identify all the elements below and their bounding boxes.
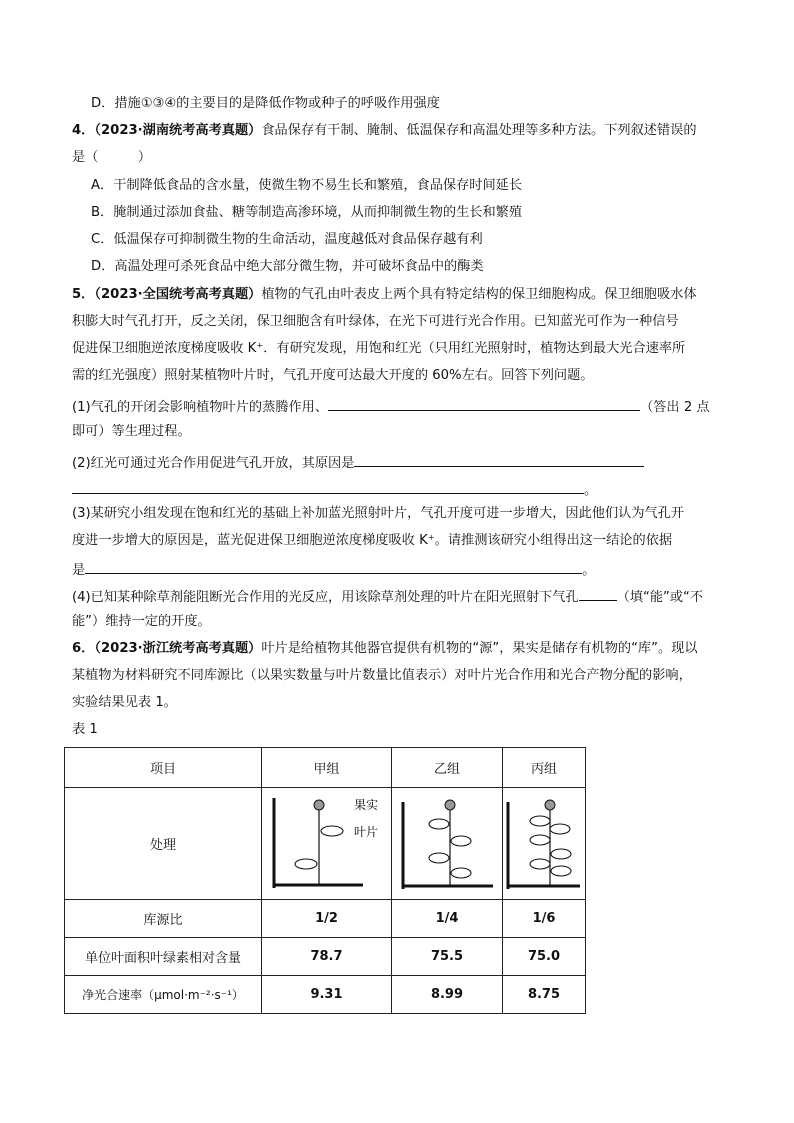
q4-option-b: B．腌制通过添加食盐、糖等制造高渗环境，从而抑制微生物的生长和繁殖: [91, 205, 523, 220]
q5-sub3-text: 是: [72, 563, 86, 578]
q5-line-4: 需的红光强度）照射某植物叶片时，气孔开度可达最大开度的 60%左右。回答下列问题。: [72, 368, 594, 383]
q5-sub4-line-1: [72, 586, 703, 607]
table-cell: 1/4: [392, 900, 503, 938]
q5-line-1: [72, 286, 697, 304]
q5-sub1-answer-blank[interactable]: [328, 396, 640, 411]
leaf-icon: [530, 859, 550, 869]
plant-diagram-a: [265, 794, 389, 894]
leaf-icon: [295, 859, 317, 869]
header-group-b: 乙组: [392, 748, 503, 788]
q5-number: 5．: [72, 287, 95, 302]
q5-sub4-text: (4)已知某种除草剂能阻断光合作用的光反应，用该除草剂处理的叶片在阳光照射下气孔: [72, 590, 579, 605]
plant-diagram-b: [395, 794, 499, 894]
leaf-icon: [551, 866, 571, 876]
table-cell: 8.99: [392, 976, 503, 1014]
row-label-net-photosynthesis: 净光合速率（μmol·m⁻²·s⁻¹）: [65, 976, 262, 1014]
legend-leaf-label: 叶片: [353, 824, 378, 839]
fruit-icon: [445, 800, 455, 810]
plant-diagram-c: [504, 794, 584, 894]
leaf-icon: [551, 849, 571, 859]
q5-sub2-text: (2)红光可通过光合作用促进气孔开放，其原因是: [72, 456, 355, 471]
q6-number: 6．: [72, 641, 95, 656]
q4-option-a: A．干制降低食品的含水量，使微生物不易生长和繁殖，食品保存时间延长: [91, 178, 523, 193]
q5-line-3: 促进保卫细胞逆浓度梯度吸收 K⁺．有研究发现，用饱和红光（只用红光照射时，植物达到最大光合速率所: [72, 341, 686, 356]
q5-sub1-line-2: 即可）等生理过程。: [72, 424, 191, 439]
row-label-sink-source-ratio: 库源比: [65, 900, 262, 938]
table-cell: 78.7: [262, 938, 392, 976]
q6-line-2: 某植物为材料研究不同库源比（以果实数量与叶片数量比值表示）对叶片光合作用和光合产物分配的影响，: [72, 668, 692, 683]
q5-sub1-line-1: [72, 396, 710, 417]
q5-sub1-hint: （答出 2 点: [640, 400, 710, 415]
table-row: [65, 938, 586, 976]
option-d-previous: D．措施①③④的主要目的是降低作物或种子的呼吸作用强度: [91, 96, 440, 111]
treatment-label: 处理: [65, 788, 262, 900]
q5-sub3-line-1: (3)某研究小组发现在饱和红光的基础上补加蓝光照射叶片，气孔开度可进一步增大，因此他们认为气孔开: [72, 506, 685, 521]
q6-source: （2023·浙江统考高考真题）: [94, 641, 262, 656]
treatment-diagram-c-cell: [503, 788, 586, 900]
q5-sub4-line-2: 能”）维持一定的开度。: [72, 614, 211, 629]
table-row: [65, 976, 586, 1014]
leaf-icon: [530, 816, 550, 826]
q4-option-c: C．低温保存可抑制微生物的生命活动，温度越低对食品保存越有利: [91, 232, 483, 247]
table-caption: 表 1: [72, 722, 98, 737]
q5-sub4-answer-blank[interactable]: [579, 586, 617, 601]
q5-sub2-answer-blank-1[interactable]: [354, 452, 644, 467]
results-table: [64, 747, 586, 1014]
row-label-chlorophyll: 单位叶面积叶绿素相对含量: [65, 938, 262, 976]
q6-line-3: 实验结果见表 1。: [72, 695, 177, 710]
table-header-row: [65, 748, 586, 788]
leaf-icon: [451, 836, 471, 846]
q5-source: （2023·全国统考高考真题）: [94, 287, 262, 302]
treatment-diagram-b-cell: [392, 788, 503, 900]
q5-text: 植物的气孔由叶表皮上两个具有特定结构的保卫细胞构成。保卫细胞吸水体: [261, 287, 697, 302]
q5-sub2-period: 。: [584, 483, 598, 498]
legend-fruit-label: 果实: [353, 797, 378, 812]
leaf-icon: [321, 826, 343, 836]
q5-line-2: 积膨大时气孔打开，反之关闭，保卫细胞含有叶绿体，在光下可进行光合作用。已知蓝光可作为一种信号: [72, 314, 679, 329]
q5-sub2-line-2: [72, 479, 597, 500]
q5-sub2-line-1: [72, 452, 644, 473]
q6-line-1: [72, 640, 698, 658]
q5-sub4-hint: （填“能”或“不: [616, 590, 704, 605]
header-group-c: 丙组: [503, 748, 586, 788]
q5-sub3-line-3: [72, 559, 595, 580]
leaf-icon: [550, 824, 570, 834]
q6-text: 叶片是给植物其他器官提供有机物的“源”，果实是储存有机物的“库”。现以: [261, 641, 698, 656]
q5-sub3-answer-blank[interactable]: [85, 559, 582, 574]
leaf-icon: [530, 835, 550, 845]
header-group-a: 甲组: [262, 748, 392, 788]
leaf-icon: [429, 853, 449, 863]
table-cell: 8.75: [503, 976, 586, 1014]
q5-sub1-text: (1)气孔的开闭会影响植物叶片的蒸腾作用、: [72, 400, 329, 415]
q4-source: （2023·湖南统考高考真题）: [94, 123, 262, 138]
header-item: 项目: [65, 748, 262, 788]
table-cell: 75.0: [503, 938, 586, 976]
table-cell: 75.5: [392, 938, 503, 976]
q4-option-d: D．高温处理可杀死食品中绝大部分微生物，并可破坏食品中的酶类: [91, 259, 484, 274]
table-cell: 1/2: [262, 900, 392, 938]
leaf-icon: [451, 868, 471, 878]
q5-sub3-line-2: 度进一步增大的原因是，蓝光促进保卫细胞逆浓度梯度吸收 K⁺。请推测该研究小组得出这一结论的依据: [72, 533, 673, 548]
treatment-diagram-a-cell: [262, 788, 392, 900]
q4-line-2: 是（ ）: [72, 150, 152, 165]
table-row: [65, 900, 586, 938]
fruit-icon: [314, 800, 324, 810]
q4-line-1: [72, 122, 697, 140]
table-cell: 9.31: [262, 976, 392, 1014]
q4-text: 食品保存有干制、腌制、低温保存和高温处理等多种方法。下列叙述错误的: [261, 123, 697, 138]
q5-sub2-answer-blank-2[interactable]: [72, 479, 584, 494]
treatment-row: [65, 788, 586, 900]
q5-sub3-period: 。: [582, 563, 596, 578]
table-cell: 1/6: [503, 900, 586, 938]
fruit-icon: [545, 800, 555, 810]
leaf-icon: [429, 819, 449, 829]
q4-number: 4．: [72, 123, 95, 138]
